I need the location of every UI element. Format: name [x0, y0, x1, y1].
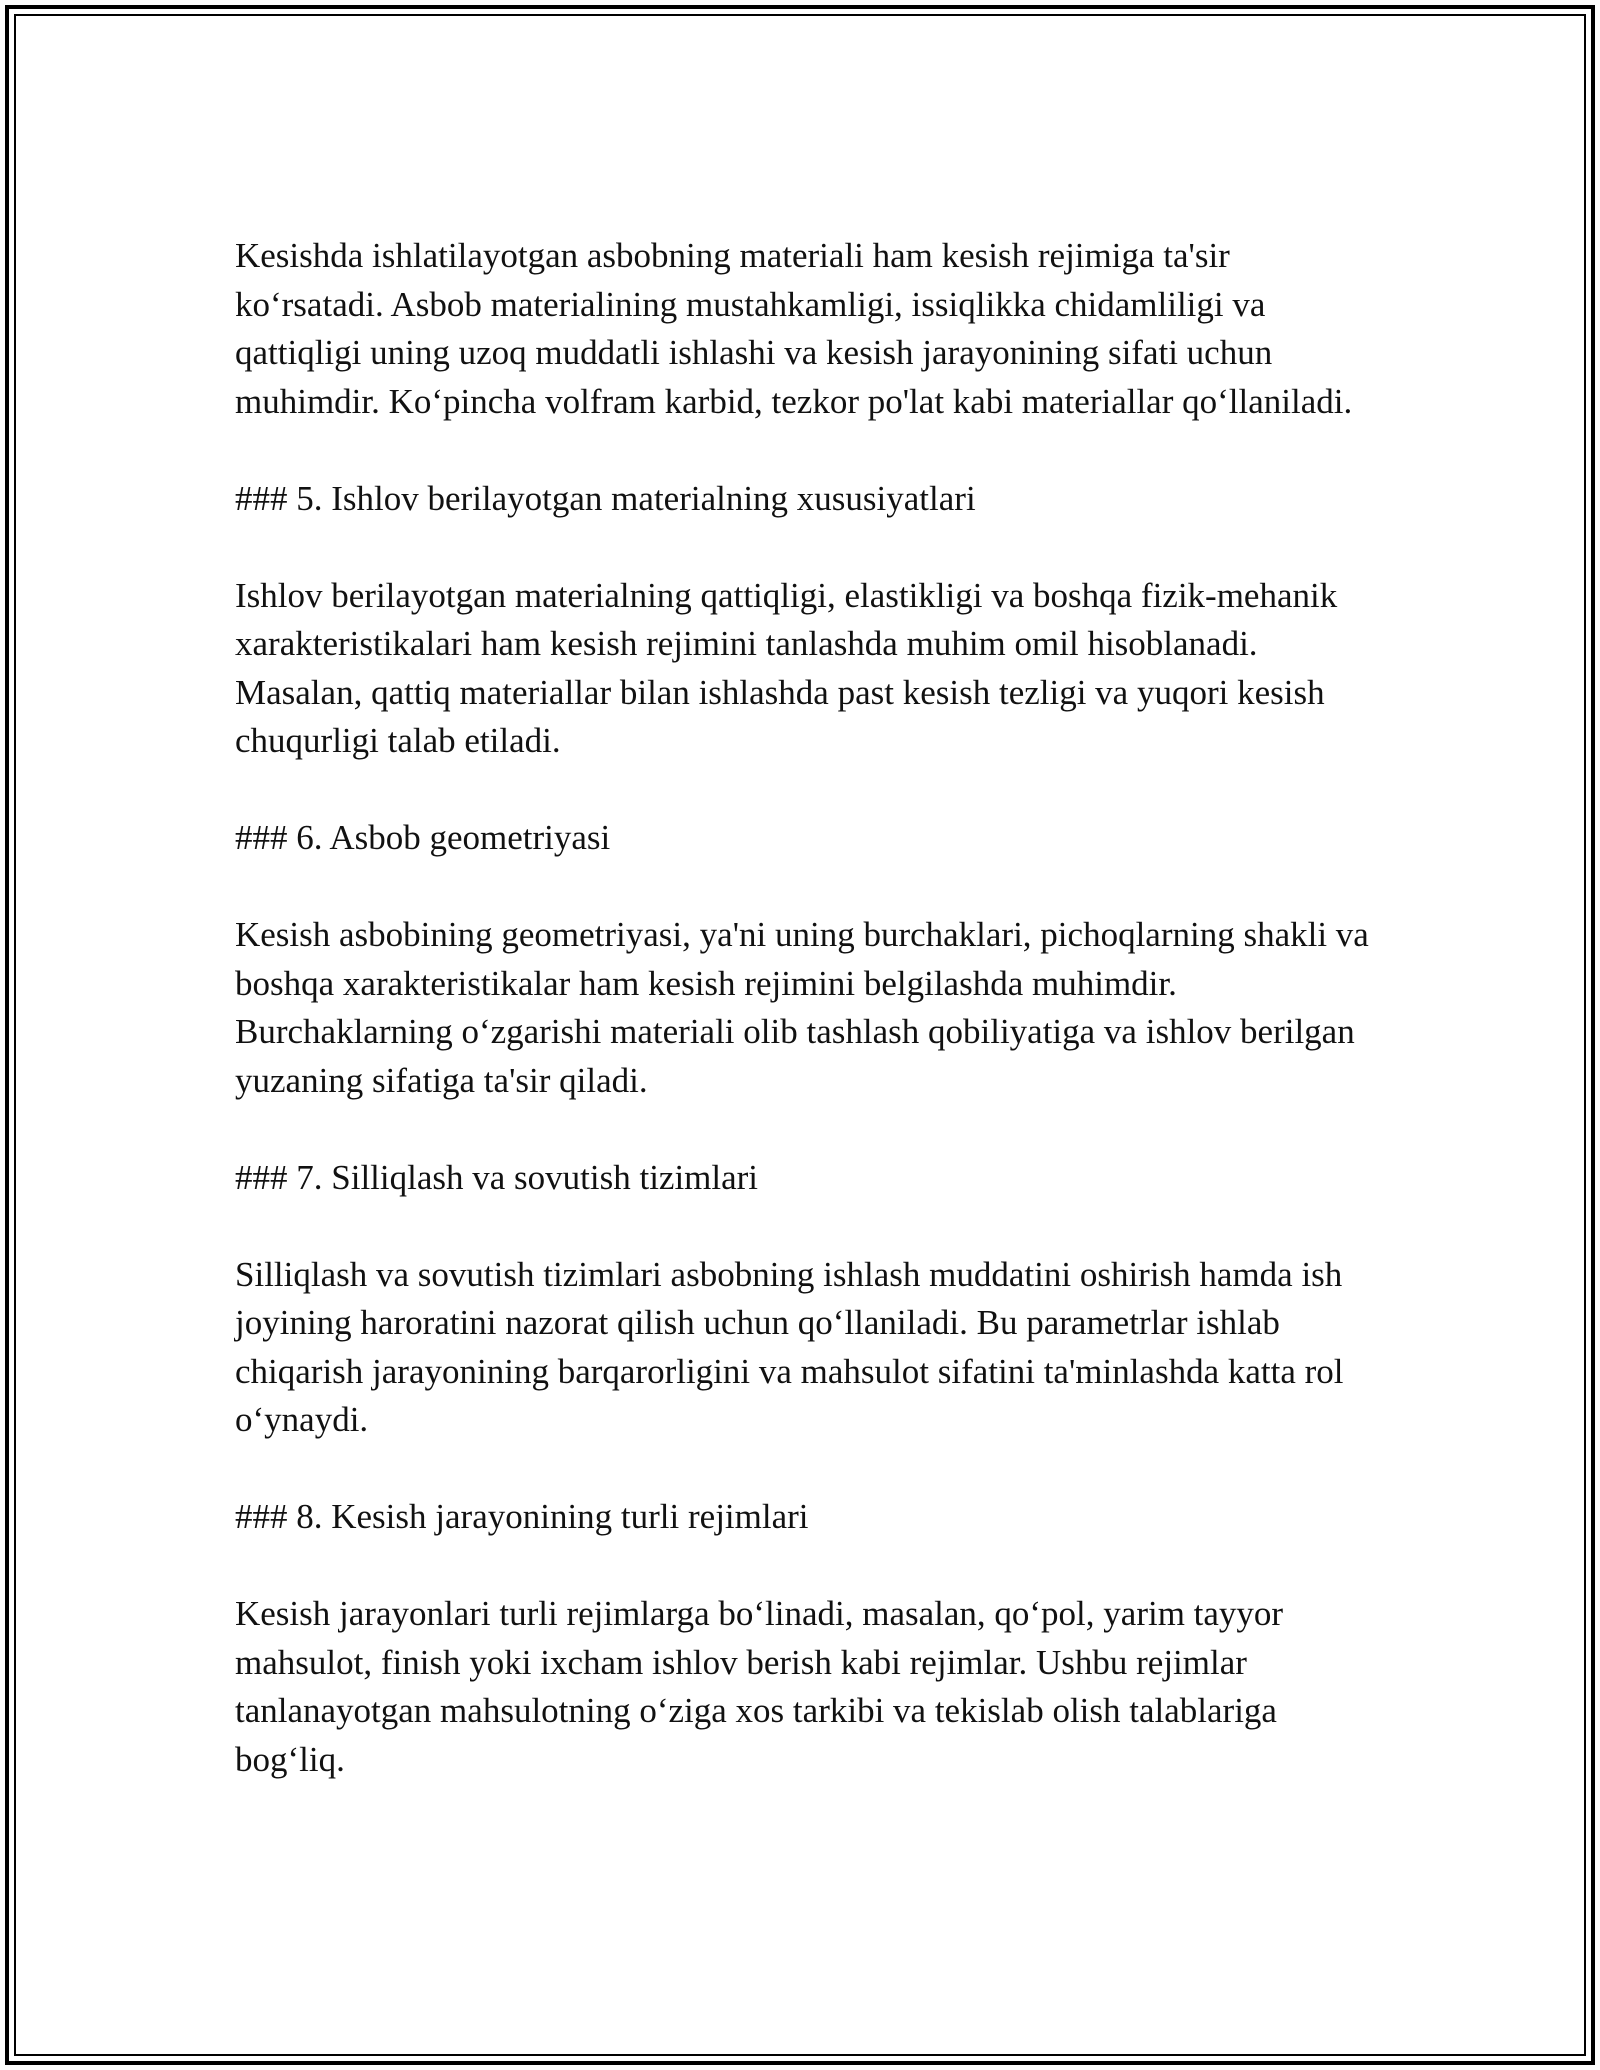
heading-workpiece-properties: ### 5. Ishlov berilayotgan materialning xususiyatlari — [235, 478, 976, 518]
paragraph-workpiece-properties: Ishlov berilayotgan materialning qattiqligi, elastikligi va boshqa fizik-mehanik xarakteristikalari ham kesish rejimini tanlashda muhim omil hisoblanadi. Masalan, qattiq materiallar bilan ishlashda past kesish tezligi va yuqori kesish chuqurligi talab etiladi. — [235, 575, 1338, 760]
heading-tool-geometry: ### 6. Asbob geometriyasi — [235, 818, 611, 857]
paragraph-grinding-cooling: Silliqlash va sovutish tizimlari asbobning ishlash muddatini oshirish hamda ish joyining haroratini nazorat qilish uchun qo‘llaniladi. Bu parametrlar ishlab chiqarish jarayonining barqarorligini va mahsulot sifatini ta'minlashda katta rol o‘ynaydi. — [235, 1254, 1344, 1439]
heading-grinding-cooling: ### 7. Silliqlash va sovutish tizimlari — [235, 1157, 759, 1197]
paragraph-tool-geometry: Kesish asbobining geometriyasi, ya'ni uning burchaklari, pichoqlarning shakli va boshqa xarakteristikalar ham kesish rejimini belgilashda muhimdir. Burchaklarning o‘zgarishi materiali olib tashlash qobiliyatiga va ishlov berilgan yuzaning sifatiga ta'sir qiladi. — [235, 915, 1369, 1100]
paragraph-cutting-modes: Kesish jarayonlari turli rejimlarga bo‘linadi, masalan, qo‘pol, yarim tayyor mahsulot, finish yoki ixcham ishlov berish kabi rejimlar. Ushbu rejimlar tanlanayotgan mahsulotning o‘ziga xos tarkibi va tekislab olish talablariga bog‘liq. — [235, 1594, 1284, 1779]
document-body — [235, 232, 1370, 1784]
paragraph-tool-material: Kesishda ishlatilayotgan asbobning materiali ham kesish rejimiga ta'sir ko‘rsatadi. Asbob materialining mustahkamligi, issiqlikka chidamliligi va qattiqligi uning uzoq muddatli ishlashi va kesish jarayonining sifati uchun muhimdir. Ko‘pincha volfram karbid, tezkor po'lat kabi materiallar qo‘llaniladi. — [235, 236, 1353, 421]
heading-cutting-modes: ### 8. Kesish jarayonining turli rejimlari — [235, 1497, 809, 1536]
